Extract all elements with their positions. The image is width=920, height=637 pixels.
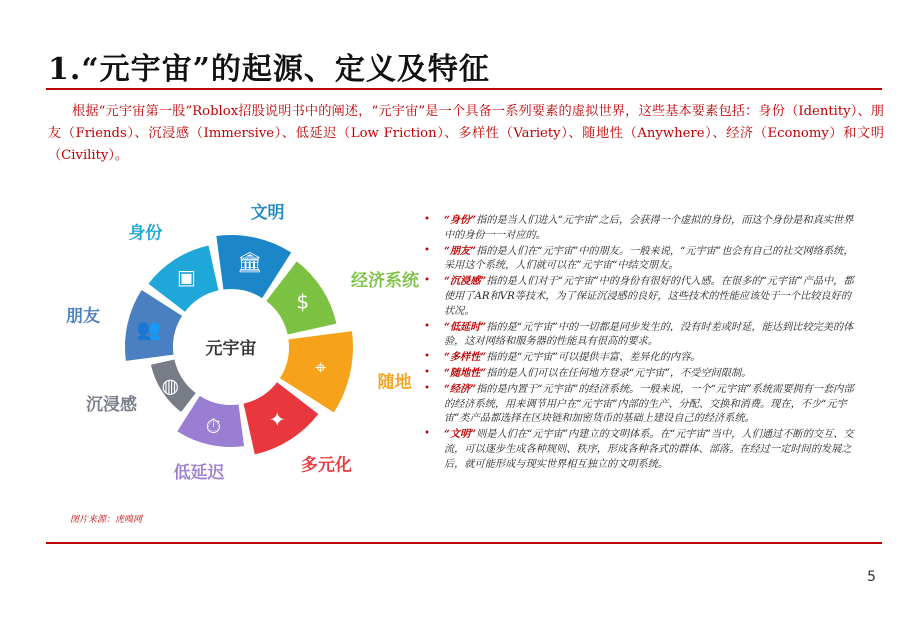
feature-description-item [424, 244, 854, 275]
feature-description-item [424, 213, 854, 244]
bullet-icon: • [424, 351, 431, 363]
feature-text: 指的是“元宇宙”可以提供丰富、差异化的内容。 [486, 352, 701, 364]
feature-description-item [424, 427, 854, 472]
feature-term: “身份” [444, 214, 477, 226]
money-bag-icon: $ [296, 289, 310, 314]
feature-description-list [424, 213, 854, 473]
feature-term: “多样性” [444, 351, 487, 364]
id-card-icon: ▣ [176, 264, 196, 289]
people-icon: 👥 [136, 316, 162, 341]
bullet-icon: • [424, 214, 431, 225]
bullet-icon: • [424, 244, 431, 256]
bullet-icon: • [424, 275, 431, 287]
wheel-segment-label: 多元化 [300, 455, 352, 476]
feature-text: 指的是人们对于“元宇宙”中的身份有很好的代入感。在很多的“元宇宙”产品中，都使用了AR和VR等技术，为了保证沉浸感的良好，这些技术的性能应该处于一个比较良好的状况。 [444, 276, 854, 317]
feature-term: “朋友” [444, 244, 477, 257]
wheel-segment-label: 低延迟 [173, 463, 225, 484]
feature-description-item [424, 350, 854, 366]
feature-description-item [424, 382, 854, 427]
stopwatch-icon: ⏱ [205, 414, 222, 439]
location-pin-icon: ⌖ [315, 354, 327, 379]
wheel-segment-label: 朋友 [65, 306, 100, 327]
feature-text: 则是人们在“元宇宙”内建立的文明体系。在“元宇宙”当中，人们通过不断的交互、交流，可以逐步生成各种规则、秩序，形成各种各式的群体、部落。在经过一定时间的发展之后，就可能形成与现实世界相互独立的文明系统。 [444, 429, 854, 470]
magic-wand-icon: ✦ [268, 407, 286, 432]
feature-text: 指的是人们在“元宇宙”中的朋友。一般来说，“元宇宙”也会有自己的社交网络系统，采用这个系统，人们就可以在”元宇宙“中结交朋友。 [444, 245, 854, 272]
metaverse-wheel-diagram [56, 203, 419, 485]
page-number: 5 [867, 569, 876, 585]
title-divider [46, 88, 882, 90]
bank-icon: 🏛 [237, 250, 263, 275]
feature-term: “文明” [444, 428, 477, 441]
image-source-note: 图片来源：虎嗅网 [70, 515, 143, 525]
feature-term: “随地性” [444, 366, 487, 379]
feature-term: “沉浸感” [444, 275, 487, 288]
feature-text: 指的是“元宇宙”中的一切都是同步发生的，没有时差或时延，能达到比较完美的体验，这对网络和服务器的性能具有很高的要求。 [444, 321, 854, 348]
feature-description-item [424, 274, 854, 319]
wheel-segment-label: 身份 [128, 223, 163, 244]
feature-term: “低延时” [444, 320, 487, 333]
bullet-icon: • [424, 320, 431, 332]
feature-text: 指的是当人们进入“元宇宙”之后，会获得一个虚拟的身份，而这个身份是和真实世界中的身份一一对应的。 [444, 215, 854, 241]
feature-term: “经济” [444, 382, 477, 395]
wheel-segment-label: 沉浸感 [85, 394, 137, 415]
feature-description-item [424, 320, 854, 351]
wheel-center-label: 元宇宙 [205, 339, 257, 359]
intro-paragraph: 根据“元宇宙第一股”Roblox招股说明书中的阐述，“元宇宙”是一个具备一系列要素的虚拟世界，这些基本要素包括：身份（Identity）、朋友（Friends）、沉浸感（Immersive）、低延迟（Low Friction）、多样性（Variety）、随地性（Anywhere）、经济（Economy）和文明（Civility）。 [48, 104, 884, 163]
feature-text: 指的是内置于“元宇宙”的经济系统。一般来说，一个“元宇宙”系统需要拥有一套内部的经济系统，用来调节用户在“元宇宙”内部的生产、分配、交换和消费。现在，不少“元宇宙”类产品都选择在区块链和加密货币的基础上建设自己的经济系统。 [444, 383, 854, 425]
feature-text: 指的是人们可以在任何地方登录“元宇宙”，不受空间限制。 [486, 367, 752, 379]
wheel-segment-label: 随地 [377, 372, 412, 393]
footer-divider [46, 542, 882, 544]
bullet-icon: • [424, 382, 431, 394]
vr-headset-icon: ◍ [161, 373, 180, 398]
feature-description-item [424, 366, 854, 382]
wheel-segment-label: 经济系统 [350, 271, 419, 292]
wheel-segment-label: 文明 [250, 203, 285, 224]
page-title: 1.“元宇宙”的起源、定义及特征 [48, 52, 490, 87]
bullet-icon: • [424, 366, 431, 378]
bullet-icon: • [424, 428, 431, 440]
